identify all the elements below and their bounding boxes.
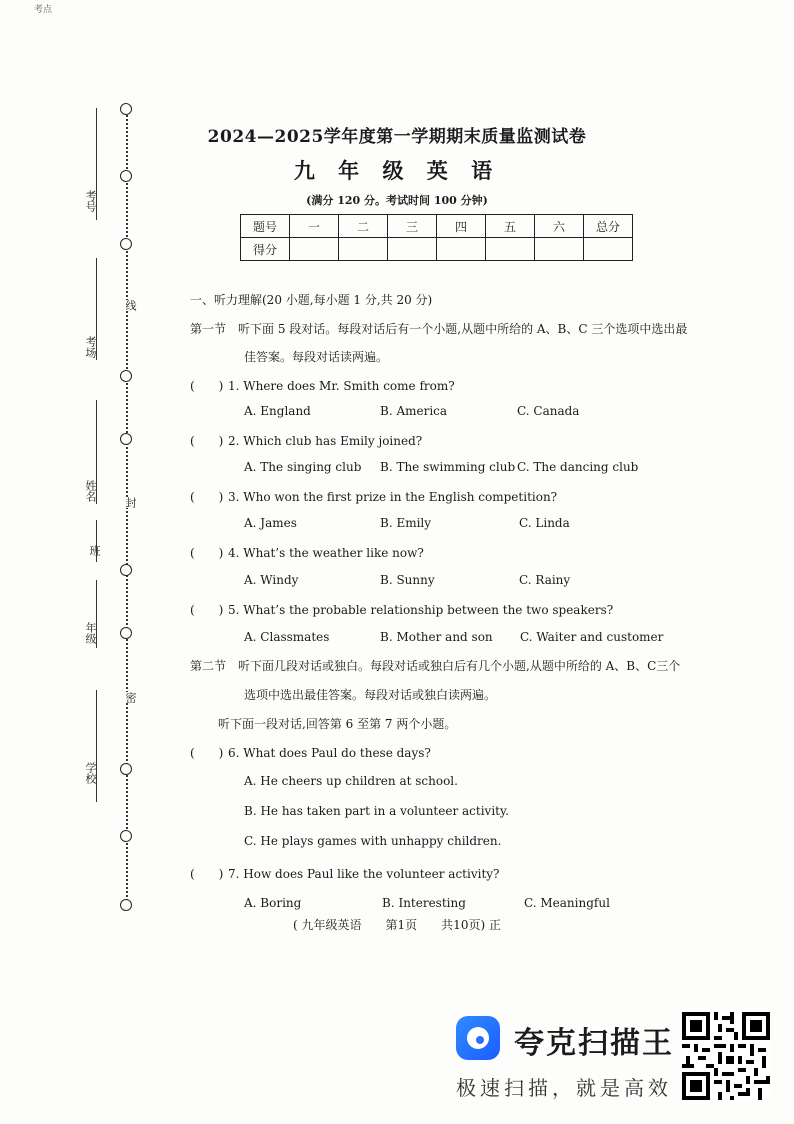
question-5 bbox=[190, 601, 613, 618]
field-grade: 年级 bbox=[84, 622, 97, 644]
binding-ring bbox=[120, 564, 132, 576]
question-text: 6. What does Paul do these days? bbox=[228, 746, 431, 760]
binding-dotted-line bbox=[126, 108, 128, 908]
section1-instruction-cont: 佳答案。每段对话读两遍。 bbox=[244, 350, 389, 364]
option: A. Classmates bbox=[244, 630, 330, 644]
page-footer: ( 九年级英语 第1页 共10页) 正 bbox=[293, 918, 501, 932]
section2-subinstruction: 听下面一段对话,回答第 6 至第 7 两个小题。 bbox=[218, 717, 457, 731]
score-cell bbox=[535, 238, 584, 261]
question-text: 3. Who won the first prize in the English competition? bbox=[228, 490, 558, 504]
score-table-header: 五 bbox=[486, 215, 535, 238]
score-row-label: 得分 bbox=[241, 238, 290, 261]
binding-ring bbox=[120, 899, 132, 911]
option: A. England bbox=[244, 404, 311, 418]
score-table-header: 题号 bbox=[241, 215, 290, 238]
score-cell bbox=[388, 238, 437, 261]
question-text: 2. Which club has Emily joined? bbox=[228, 434, 423, 448]
section2-instruction: 第二节 听下面几段对话或独白。每段对话或独白后有几个小题,从题中所给的 A、B、C三个 bbox=[190, 659, 681, 673]
question-7 bbox=[190, 865, 499, 882]
option: C. He plays games with unhappy children. bbox=[244, 834, 502, 848]
option: A. James bbox=[244, 516, 297, 530]
option: B. Interesting bbox=[382, 896, 466, 910]
exam-title: 2024—2025学年度第一学期期末质量监测试卷 bbox=[207, 127, 587, 147]
question-2 bbox=[190, 432, 422, 449]
option: C. Rainy bbox=[519, 573, 571, 587]
score-table bbox=[240, 214, 633, 261]
question-4 bbox=[190, 544, 424, 561]
answer-blank[interactable]: ( ) bbox=[190, 434, 224, 448]
option: A. Boring bbox=[244, 896, 302, 910]
section1-instruction: 第一节 听下面 5 段对话。每段对话后有一个小题,从题中所给的 A、B、C 三个选项中选出最 bbox=[190, 322, 688, 336]
question-6 bbox=[190, 744, 431, 761]
field-exam-room: 考场 bbox=[84, 336, 97, 358]
score-table-header: 总分 bbox=[584, 215, 633, 238]
field-exam-number: 考号 bbox=[84, 190, 97, 212]
field-class: 班 bbox=[88, 545, 101, 556]
answer-blank[interactable]: ( ) bbox=[190, 603, 224, 617]
question-text: 5. What’s the probable relationship between the two speakers? bbox=[228, 603, 614, 617]
option: C. Meaningful bbox=[524, 896, 610, 910]
option: B. Mother and son bbox=[380, 630, 493, 644]
score-table-header: 一 bbox=[290, 215, 339, 238]
score-cell bbox=[290, 238, 339, 261]
option: C. The dancing club bbox=[517, 460, 639, 474]
score-cell bbox=[339, 238, 388, 261]
answer-blank[interactable]: ( ) bbox=[190, 546, 224, 560]
binding-ring bbox=[120, 238, 132, 250]
option: C. Linda bbox=[519, 516, 570, 530]
option: C. Canada bbox=[517, 404, 580, 418]
score-table-header: 六 bbox=[535, 215, 584, 238]
binding-ring bbox=[120, 103, 132, 115]
answer-blank[interactable]: ( ) bbox=[190, 746, 224, 760]
score-cell bbox=[437, 238, 486, 261]
section2-instruction-cont: 选项中选出最佳答案。每段对话或独白读两遍。 bbox=[244, 688, 497, 702]
watermark-brand: 夸克扫描王 bbox=[514, 1026, 674, 1061]
question-1 bbox=[190, 377, 455, 394]
score-table-header: 二 bbox=[339, 215, 388, 238]
binding-ring bbox=[120, 433, 132, 445]
option: B. America bbox=[380, 404, 448, 418]
field-underline bbox=[96, 690, 97, 802]
option: B. Sunny bbox=[380, 573, 435, 587]
cut-word-line: 线 bbox=[124, 300, 137, 311]
score-cell bbox=[486, 238, 535, 261]
question-text: 7. How does Paul like the volunteer activity? bbox=[228, 867, 500, 881]
watermark-tagline: 极速扫描，就是高效 bbox=[456, 1076, 672, 1100]
answer-blank[interactable]: ( ) bbox=[190, 490, 224, 504]
cut-word-seal: 封 bbox=[124, 497, 137, 508]
field-school: 学校 bbox=[84, 762, 97, 784]
question-text: 1. Where does Mr. Smith come from? bbox=[228, 379, 455, 393]
scanner-logo-icon-dot bbox=[476, 1036, 484, 1044]
score-table-header: 四 bbox=[437, 215, 486, 238]
binding-ring bbox=[120, 370, 132, 382]
option: B. He has taken part in a volunteer activity. bbox=[244, 804, 509, 818]
part1-heading: 一、听力理解(20 小题,每小题 1 分,共 20 分) bbox=[190, 293, 433, 307]
binding-ring bbox=[120, 627, 132, 639]
field-name: 姓名 bbox=[84, 480, 97, 502]
qr-code-icon bbox=[682, 1012, 770, 1100]
option: A. The singing club bbox=[244, 460, 362, 474]
question-text: 4. What’s the weather like now? bbox=[228, 546, 424, 560]
option: B. Emily bbox=[380, 516, 432, 530]
subject-title: 九 年 级 英 语 bbox=[293, 158, 501, 183]
option: C. Waiter and customer bbox=[520, 630, 664, 644]
exam-info: (满分 120 分。考试时间 100 分钟) bbox=[306, 194, 488, 207]
binding-ring bbox=[120, 830, 132, 842]
binding-ring bbox=[120, 763, 132, 775]
answer-blank[interactable]: ( ) bbox=[190, 867, 224, 881]
option: A. Windy bbox=[244, 573, 299, 587]
score-table-header: 三 bbox=[388, 215, 437, 238]
question-3 bbox=[190, 488, 557, 505]
option: B. The swimming club bbox=[380, 460, 516, 474]
answer-blank[interactable]: ( ) bbox=[190, 379, 224, 393]
score-cell bbox=[584, 238, 633, 261]
corner-mark: 考点 bbox=[34, 5, 53, 15]
cut-word-secret: 密 bbox=[124, 692, 137, 703]
option: A. He cheers up children at school. bbox=[244, 774, 458, 788]
